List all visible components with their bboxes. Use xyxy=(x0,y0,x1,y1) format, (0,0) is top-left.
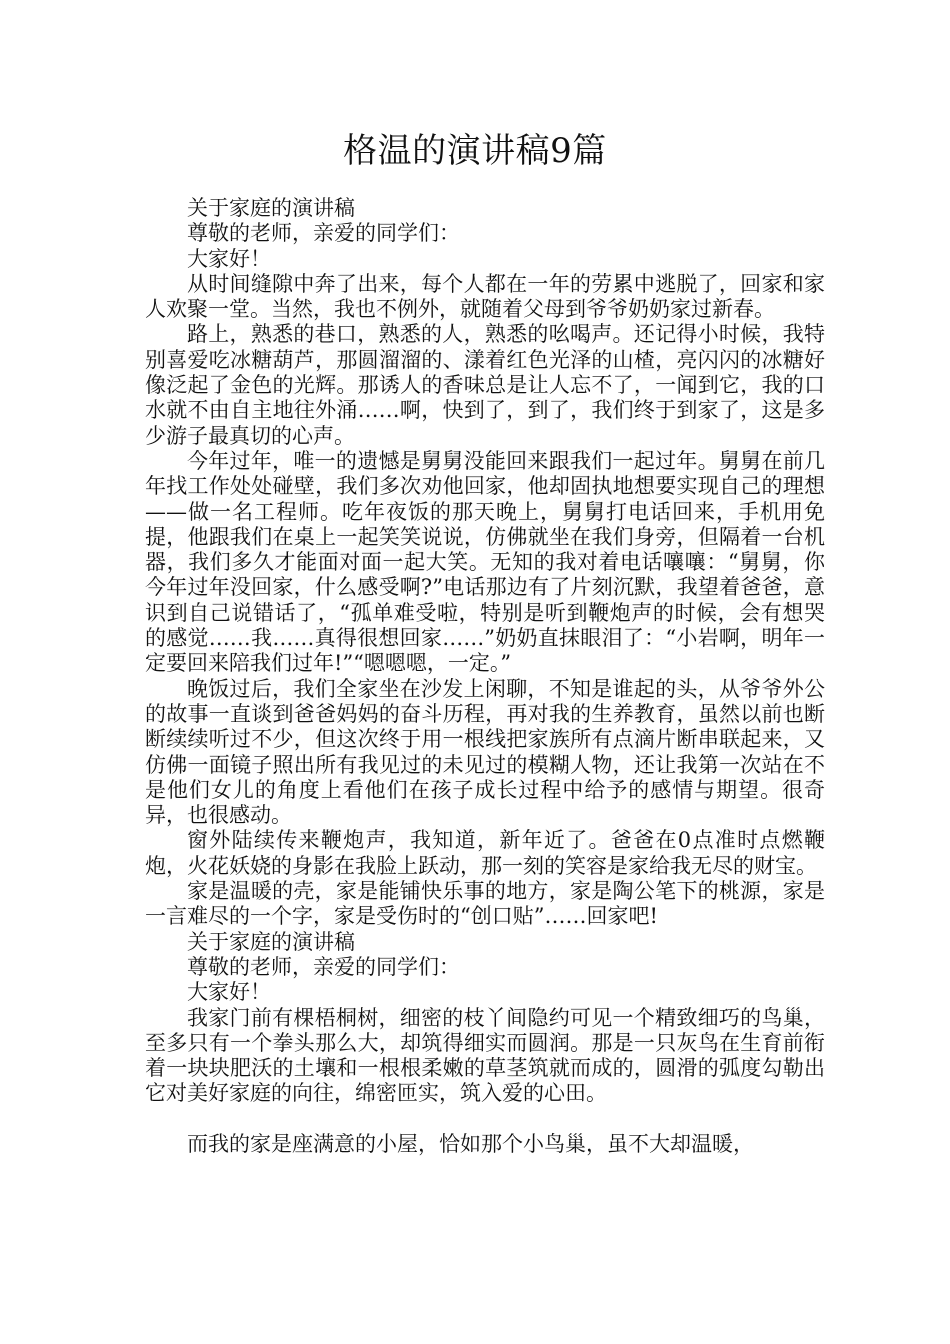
greeting-2: 大家好！ xyxy=(187,980,271,1005)
document-title: 格温的演讲稿9篇 xyxy=(343,131,607,171)
body-paragraph: 晚饭过后，我们全家坐在沙发上闲聊，不知是谁起的头，从爷爷外公的故事一直谈到爸爸妈妈的奋斗历程，再对我的生养教育，虽然以前也断断续续听过不少，但这次终于用一根线把家族所有点滴片断串联起来，又仿佛一面镜子照出所有我见过的未见过的模糊人物，还让我第一次站在不是他们女儿的角度上看他们在孩子成长过程中给予的感情与期望。很奇异，也很感动。 xyxy=(145,676,825,828)
body-paragraph: 家是温暖的壳，家是能铺快乐事的地方，家是陶公笔下的桃源，家是一言难尽的一个字，家是受伤时的“创口贴”……回家吧! xyxy=(145,879,825,929)
body-paragraph: 窗外陆续传来鞭炮声，我知道，新年近了。爸爸在0点准时点燃鞭炮，火花妖娆的身影在我脸上跃动，那一刻的笑容是家给我无尽的财宝。 xyxy=(145,828,825,878)
section-heading-2: 关于家庭的演讲稿 xyxy=(187,929,355,954)
body-paragraph: 今年过年，唯一的遗憾是舅舅没能回来跟我们一起过年。舅舅在前几年找工作处处碰壁，我们多次劝他回家，他却固执地想要实现自己的理想——做一名工程师。吃年夜饭的那天晚上，舅舅打电话回来，手机用免提，他跟我们在桌上一起笑笑说说，仿佛就坐在我们身旁，但隔着一台机器，我们多久才能面对面一起大笑。无知的我对着电话嚷嚷：“舅舅，你今年过年没回家，什么感受啊?”电话那边有了片刻沉默，我望着爸爸，意识到自己说错话了，“孤单难受啦，特别是听到鞭炮声的时候，会有想哭的感觉……我……真得很想回家……”奶奶直抹眼泪了：“小岩啊，明年一定要回来陪我们过年!”“嗯嗯嗯，一定。” xyxy=(145,448,825,676)
body-paragraph: 从时间缝隙中奔了出来，每个人都在一年的劳累中逃脱了，回家和家人欢聚一堂。当然，我也不例外，就随着父母到爷爷奶奶家过新春。 xyxy=(145,271,825,322)
document-body xyxy=(145,196,825,1157)
greeting-1: 大家好！ xyxy=(187,246,271,271)
body-paragraph: 而我的家是座满意的小屋，恰如那个小鸟巢，虽不大却温暖， xyxy=(187,1131,754,1156)
body-paragraph: 路上，熟悉的巷口，熟悉的人，熟悉的吆喝声。还记得小时候，我特别喜爱吃冰糖葫芦，那圆溜溜的、漾着红色光泽的山楂，亮闪闪的冰糖好像泛起了金色的光辉。那诱人的香味总是让人忘不了，一闻到它，我的口水就不由自主地往外涌……啊，快到了，到了，我们终于到家了，这是多少游子最真切的心声。 xyxy=(145,322,825,448)
salutation-1: 尊敬的老师，亲爱的同学们： xyxy=(187,221,460,246)
salutation-2: 尊敬的老师，亲爱的同学们： xyxy=(187,954,460,979)
section-heading-1: 关于家庭的演讲稿 xyxy=(187,196,355,220)
body-paragraph: 我家门前有棵梧桐树，细密的枝丫间隐约可见一个精致细巧的鸟巢，至多只有一个拳头那么大，却筑得细实而圆润。那是一只灰鸟在生育前衔着一块块肥沃的土壤和一根根柔嫩的草茎筑就而成的，圆滑的弧度勾勒出它对美好家庭的向往，绵密匝实，筑入爱的心田。 xyxy=(145,1005,825,1106)
